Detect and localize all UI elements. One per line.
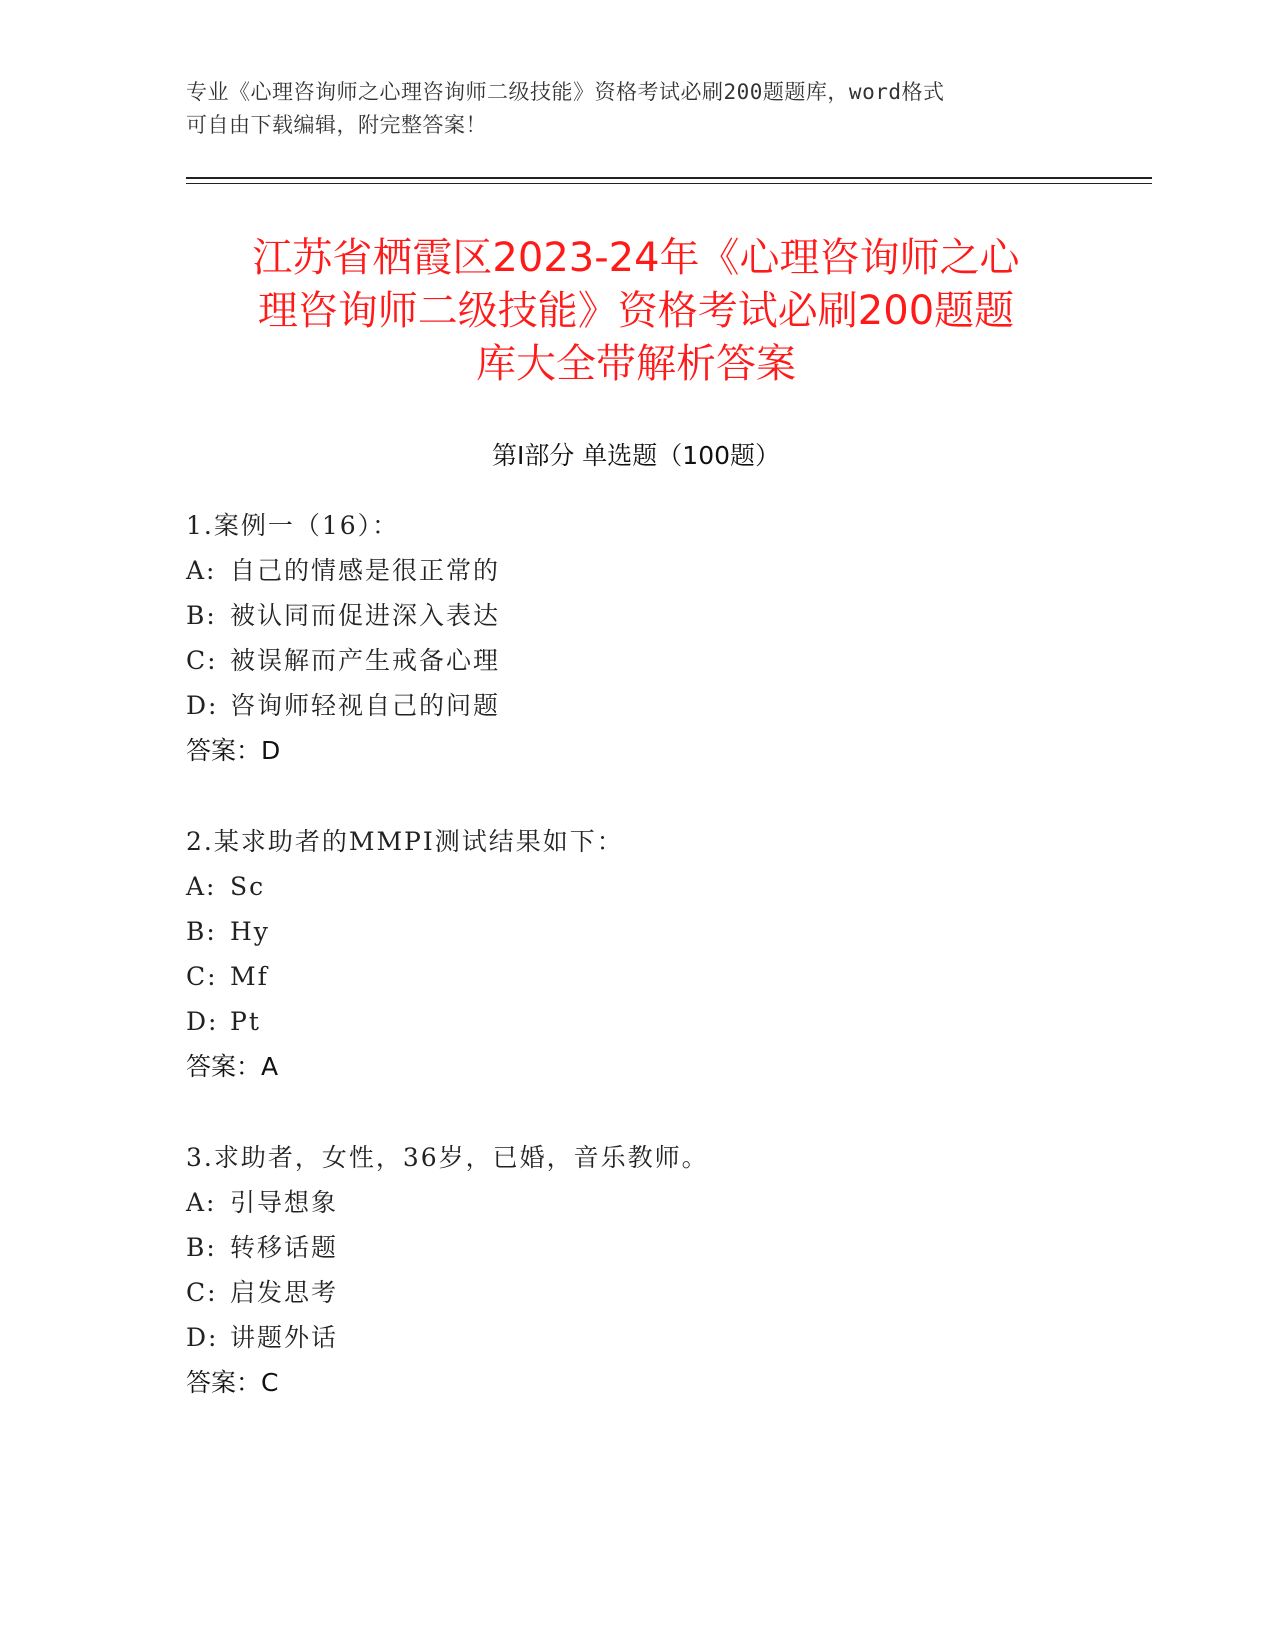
option-a — [186, 548, 1086, 593]
answer-line: 答案：D — [186, 736, 281, 765]
document-title-line-2: 理咨询师二级技能》资格考试必刷200题题 — [257, 288, 1015, 334]
header-note-line-2: 可自由下载编辑，附完整答案！ — [186, 113, 487, 137]
option-c — [186, 954, 1086, 999]
answer-line: 答案：C — [186, 1368, 279, 1397]
option-key: A: — [186, 556, 217, 585]
option-text: 自己的情感是很正常的 — [230, 556, 501, 585]
option-b — [186, 593, 1086, 638]
option-text: 咨询师轻视自己的问题 — [230, 691, 501, 720]
option-key: B: — [186, 601, 217, 630]
option-c — [186, 1270, 1086, 1315]
header-note-line-1: 专业《心理咨询师之心理咨询师二级技能》资格考试必刷200题题库，word格式 — [186, 80, 945, 104]
option-d — [186, 999, 1086, 1044]
question-stem: 1.案例一（16）： — [186, 511, 400, 540]
option-key: A: — [186, 1188, 217, 1217]
option-text: Sc — [230, 872, 266, 901]
option-d — [186, 1315, 1086, 1360]
option-a — [186, 864, 1086, 909]
option-text: 讲题外话 — [230, 1323, 339, 1352]
header-note — [186, 76, 1066, 142]
option-d — [186, 683, 1086, 728]
document-title — [186, 232, 1086, 391]
section-heading: 第I部分 单选题（100题） — [491, 441, 781, 470]
option-text: Hy — [230, 917, 270, 946]
option-key: B: — [186, 1233, 217, 1262]
header-rule-bottom — [186, 183, 1152, 184]
option-key: C: — [186, 646, 218, 675]
option-key: A: — [186, 872, 217, 901]
option-text: Mf — [230, 962, 269, 991]
question-1 — [186, 503, 1086, 773]
answer-line: 答案：A — [186, 1052, 279, 1081]
document-title-line-3: 库大全带解析答案 — [476, 341, 796, 387]
question-stem: 3.求助者，女性，36岁，已婚，音乐教师。 — [186, 1143, 709, 1172]
question-3 — [186, 1135, 1086, 1405]
option-b — [186, 909, 1086, 954]
option-key: B: — [186, 917, 217, 946]
option-key: C: — [186, 1278, 218, 1307]
option-key: D: — [186, 691, 219, 720]
option-key: C: — [186, 962, 218, 991]
option-text: 引导想象 — [230, 1188, 339, 1217]
option-text: 被认同而促进深入表达 — [230, 601, 501, 630]
option-key: D: — [186, 1323, 219, 1352]
option-a — [186, 1180, 1086, 1225]
option-b — [186, 1225, 1086, 1270]
option-key: D: — [186, 1007, 219, 1036]
question-stem: 2.某求助者的MMPI测试结果如下： — [186, 827, 624, 856]
option-text: 启发思考 — [230, 1278, 339, 1307]
question-2 — [186, 819, 1086, 1089]
header-rule-top — [186, 177, 1152, 179]
option-text: 转移话题 — [230, 1233, 339, 1262]
option-c — [186, 638, 1086, 683]
document-title-line-1: 江苏省栖霞区2023-24年《心理咨询师之心 — [252, 235, 1020, 281]
option-text: 被误解而产生戒备心理 — [230, 646, 501, 675]
option-text: Pt — [230, 1007, 261, 1036]
